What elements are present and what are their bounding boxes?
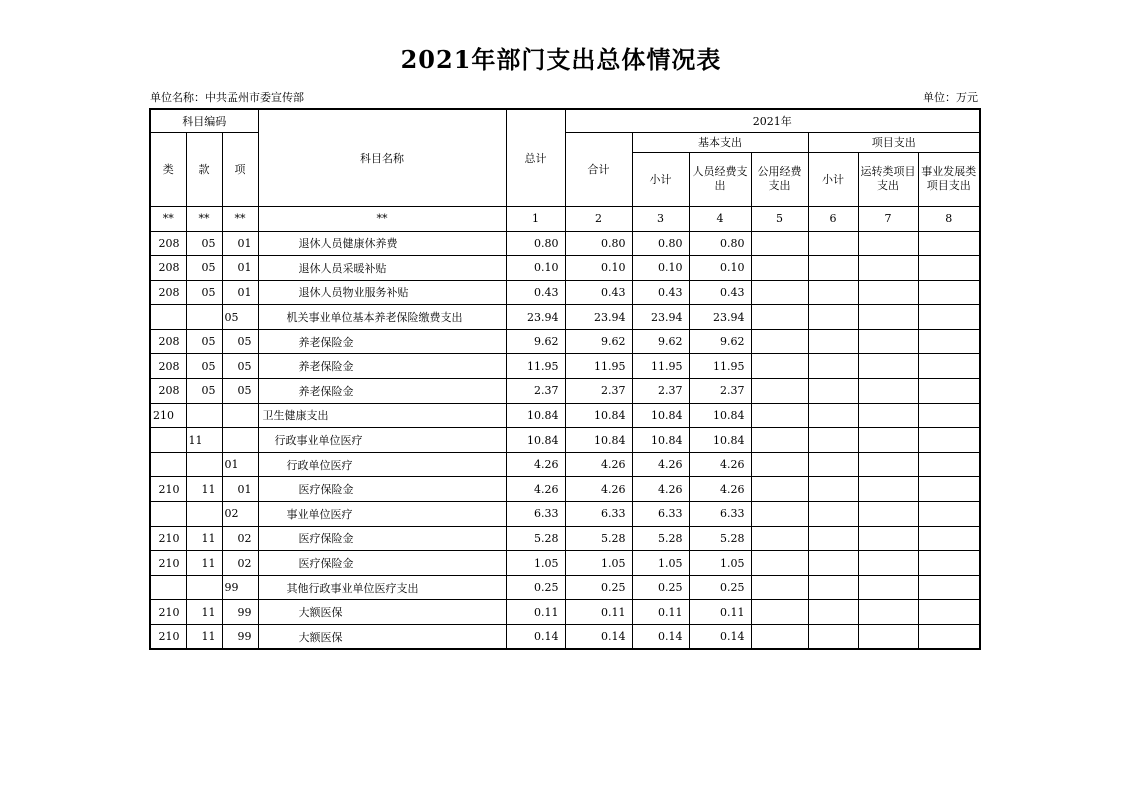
project-subtotal-cell [808, 231, 858, 256]
sum-cell: 6.33 [565, 502, 632, 527]
public-cell [751, 600, 808, 625]
table-row [150, 526, 980, 551]
table-row [150, 600, 980, 625]
kuan-cell: 11 [186, 526, 222, 551]
subject-name-cell: 其他行政事业单位医疗支出 [258, 575, 506, 600]
xiang-cell: 01 [222, 452, 258, 477]
transfer-cell [858, 403, 918, 428]
numbering-cell: ** [258, 206, 506, 231]
numbering-cell: 4 [689, 206, 751, 231]
personnel-cell: 11.95 [689, 354, 751, 379]
basic-subtotal-cell: 0.14 [632, 625, 689, 650]
sum-cell: 9.62 [565, 329, 632, 354]
basic-subtotal-cell: 0.10 [632, 256, 689, 281]
basic-subtotal-cell: 4.26 [632, 477, 689, 502]
total-cell: 10.84 [506, 403, 565, 428]
sum-cell: 5.28 [565, 526, 632, 551]
lei-cell: 208 [150, 231, 186, 256]
kuan-cell [186, 502, 222, 527]
subject-name-cell: 退休人员采暖补贴 [258, 256, 506, 281]
total-cell: 0.80 [506, 231, 565, 256]
public-cell [751, 477, 808, 502]
transfer-cell [858, 305, 918, 330]
transfer-cell [858, 428, 918, 453]
kuan-cell: 11 [186, 625, 222, 650]
kuan-cell [186, 403, 222, 428]
lei-cell: 208 [150, 379, 186, 404]
public-cell [751, 256, 808, 281]
subject-name-cell: 机关事业单位基本养老保险缴费支出 [258, 305, 506, 330]
sum-cell: 4.26 [565, 477, 632, 502]
lei-cell: 210 [150, 403, 186, 428]
project-subtotal-cell [808, 625, 858, 650]
numbering-cell: 8 [918, 206, 980, 231]
total-cell: 0.25 [506, 575, 565, 600]
xiang-cell: 01 [222, 256, 258, 281]
table-row [150, 477, 980, 502]
development-cell [918, 354, 980, 379]
development-cell [918, 575, 980, 600]
sum-cell: 0.80 [565, 231, 632, 256]
total-cell: 1.05 [506, 551, 565, 576]
sum-cell: 0.43 [565, 280, 632, 305]
xiang-cell: 01 [222, 280, 258, 305]
basic-subtotal-cell: 6.33 [632, 502, 689, 527]
kuan-cell: 05 [186, 379, 222, 404]
lei-cell: 208 [150, 329, 186, 354]
numbering-cell: ** [222, 206, 258, 231]
project-subtotal-cell [808, 305, 858, 330]
lei-cell: 210 [150, 526, 186, 551]
sum-cell: 11.95 [565, 354, 632, 379]
transfer-cell [858, 575, 918, 600]
project-subtotal-cell [808, 575, 858, 600]
subject-name-cell: 医疗保险金 [258, 551, 506, 576]
kuan-cell: 11 [186, 428, 222, 453]
personnel-cell: 0.10 [689, 256, 751, 281]
sum-header: 合计 [565, 132, 632, 206]
lei-cell: 210 [150, 551, 186, 576]
transfer-cell [858, 329, 918, 354]
public-cell [751, 329, 808, 354]
basic-subtotal-cell: 5.28 [632, 526, 689, 551]
public-cell [751, 231, 808, 256]
personnel-cell: 0.11 [689, 600, 751, 625]
subject-name-cell: 退休人员健康休养费 [258, 231, 506, 256]
basic-subtotal-cell: 0.80 [632, 231, 689, 256]
transfer-cell [858, 280, 918, 305]
xiang-cell [222, 403, 258, 428]
sum-cell: 2.37 [565, 379, 632, 404]
project-subtotal-cell [808, 526, 858, 551]
lei-cell [150, 452, 186, 477]
numbering-cell: 7 [858, 206, 918, 231]
lei-cell: 210 [150, 625, 186, 650]
kuan-cell: 05 [186, 354, 222, 379]
sum-cell: 0.11 [565, 600, 632, 625]
xiang-cell: 02 [222, 502, 258, 527]
development-cell [918, 477, 980, 502]
project-subtotal-cell [808, 452, 858, 477]
transfer-cell [858, 477, 918, 502]
personnel-cell: 0.14 [689, 625, 751, 650]
subject-name-cell: 养老保险金 [258, 329, 506, 354]
transfer-header: 运转类项目支出 [858, 152, 918, 206]
personnel-cell: 6.33 [689, 502, 751, 527]
table-row [150, 329, 980, 354]
public-cell [751, 280, 808, 305]
subject-name-cell: 大额医保 [258, 625, 506, 650]
lei-cell: 210 [150, 477, 186, 502]
lei-cell [150, 428, 186, 453]
table-row [150, 256, 980, 281]
subject-name-cell: 事业单位医疗 [258, 502, 506, 527]
transfer-cell [858, 502, 918, 527]
kuan-cell: 11 [186, 477, 222, 502]
lei-cell [150, 305, 186, 330]
personnel-cell: 2.37 [689, 379, 751, 404]
table-row [150, 502, 980, 527]
personnel-cell: 0.25 [689, 575, 751, 600]
sum-cell: 23.94 [565, 305, 632, 330]
expenditure-table [149, 108, 981, 650]
xiang-cell: 99 [222, 600, 258, 625]
unit-name: 单位名称：中共孟州市委宣传部 [150, 91, 304, 104]
subject-name-cell: 退休人员物业服务补贴 [258, 280, 506, 305]
xiang-cell: 01 [222, 231, 258, 256]
development-cell [918, 502, 980, 527]
public-cell [751, 575, 808, 600]
personnel-cell: 9.62 [689, 329, 751, 354]
subject-name-cell: 医疗保险金 [258, 477, 506, 502]
table-row [150, 403, 980, 428]
total-cell: 9.62 [506, 329, 565, 354]
public-cell [751, 403, 808, 428]
lei-cell [150, 502, 186, 527]
public-cell [751, 452, 808, 477]
sum-cell: 1.05 [565, 551, 632, 576]
kuan-cell: 05 [186, 280, 222, 305]
basic-subtotal-cell: 1.05 [632, 551, 689, 576]
project-subtotal-cell [808, 379, 858, 404]
kuan-cell: 05 [186, 256, 222, 281]
basic-subtotal-cell: 2.37 [632, 379, 689, 404]
basic-subtotal-cell: 9.62 [632, 329, 689, 354]
table-row [150, 280, 980, 305]
total-cell: 11.95 [506, 354, 565, 379]
numbering-cell: 3 [632, 206, 689, 231]
total-cell: 4.26 [506, 452, 565, 477]
kuan-cell: 05 [186, 231, 222, 256]
lei-cell: 208 [150, 256, 186, 281]
project-subtotal-cell [808, 280, 858, 305]
subject-name-cell: 卫生健康支出 [258, 403, 506, 428]
project-subtotal-cell [808, 329, 858, 354]
lei-cell: 208 [150, 354, 186, 379]
total-cell: 23.94 [506, 305, 565, 330]
basic-subtotal-cell: 0.11 [632, 600, 689, 625]
numbering-cell: 1 [506, 206, 565, 231]
public-cell [751, 526, 808, 551]
kuan-cell [186, 575, 222, 600]
xiang-header: 项 [222, 132, 258, 206]
development-cell [918, 428, 980, 453]
personnel-cell: 10.84 [689, 403, 751, 428]
development-cell [918, 329, 980, 354]
personnel-cell: 5.28 [689, 526, 751, 551]
personnel-cell: 1.05 [689, 551, 751, 576]
development-cell [918, 280, 980, 305]
public-cell [751, 354, 808, 379]
total-cell: 6.33 [506, 502, 565, 527]
public-cell [751, 428, 808, 453]
public-cell [751, 502, 808, 527]
subject-name-cell: 大额医保 [258, 600, 506, 625]
numbering-cell: ** [186, 206, 222, 231]
sum-cell: 0.10 [565, 256, 632, 281]
lei-header: 类 [150, 132, 186, 206]
personnel-cell: 23.94 [689, 305, 751, 330]
sum-cell: 4.26 [565, 452, 632, 477]
sum-cell: 0.25 [565, 575, 632, 600]
personnel-cell: 10.84 [689, 428, 751, 453]
personnel-cell: 0.80 [689, 231, 751, 256]
xiang-cell: 02 [222, 551, 258, 576]
development-cell [918, 231, 980, 256]
development-cell [918, 625, 980, 650]
basic-subtotal-cell: 10.84 [632, 403, 689, 428]
basic-subtotal-cell: 23.94 [632, 305, 689, 330]
development-cell [918, 452, 980, 477]
page-title: 2021年部门支出总体情况表 [400, 45, 722, 74]
table-row [150, 354, 980, 379]
xiang-cell: 99 [222, 625, 258, 650]
subject-name-cell: 行政事业单位医疗 [258, 428, 506, 453]
public-header: 公用经费支出 [751, 152, 808, 206]
development-cell [918, 526, 980, 551]
table-row [150, 625, 980, 650]
development-cell [918, 600, 980, 625]
table-row [150, 452, 980, 477]
kuan-cell [186, 305, 222, 330]
kuan-cell: 11 [186, 551, 222, 576]
project-subtotal-cell [808, 403, 858, 428]
sum-cell: 10.84 [565, 403, 632, 428]
project-subtotal-cell [808, 477, 858, 502]
basic-subtotal-cell: 0.43 [632, 280, 689, 305]
kuan-cell [186, 452, 222, 477]
numbering-cell: ** [150, 206, 186, 231]
project-subtotal-cell [808, 502, 858, 527]
project-subtotal-cell [808, 256, 858, 281]
total-cell: 4.26 [506, 477, 565, 502]
table-row [150, 231, 980, 256]
development-cell [918, 403, 980, 428]
project-subtotal-cell [808, 600, 858, 625]
total-cell: 0.43 [506, 280, 565, 305]
kuan-cell: 05 [186, 329, 222, 354]
kuan-header: 款 [186, 132, 222, 206]
transfer-cell [858, 379, 918, 404]
transfer-cell [858, 551, 918, 576]
personnel-cell: 0.43 [689, 280, 751, 305]
transfer-cell [858, 256, 918, 281]
lei-cell: 210 [150, 600, 186, 625]
numbering-cell: 6 [808, 206, 858, 231]
basic-subtotal-cell: 4.26 [632, 452, 689, 477]
transfer-cell [858, 452, 918, 477]
total-cell: 2.37 [506, 379, 565, 404]
table-row [150, 379, 980, 404]
table-row [150, 428, 980, 453]
total-cell: 0.14 [506, 625, 565, 650]
project-expenditure-header: 项目支出 [808, 132, 980, 152]
development-header: 事业发展类项目支出 [918, 152, 980, 206]
development-cell [918, 256, 980, 281]
personnel-header: 人员经费支出 [689, 152, 751, 206]
transfer-cell [858, 625, 918, 650]
total-cell: 10.84 [506, 428, 565, 453]
basic-subtotal-cell: 0.25 [632, 575, 689, 600]
numbering-row [150, 206, 980, 231]
year-header: 2021年 [565, 109, 980, 132]
xiang-cell: 05 [222, 379, 258, 404]
subject-code-header: 科目编码 [150, 109, 258, 132]
transfer-cell [858, 600, 918, 625]
project-subtotal-cell [808, 354, 858, 379]
public-cell [751, 305, 808, 330]
xiang-cell: 05 [222, 354, 258, 379]
subject-name-header: 科目名称 [258, 109, 506, 206]
basic-subtotal-header: 小计 [632, 152, 689, 206]
project-subtotal-cell [808, 551, 858, 576]
development-cell [918, 551, 980, 576]
xiang-cell [222, 428, 258, 453]
basic-expenditure-header: 基本支出 [632, 132, 808, 152]
public-cell [751, 551, 808, 576]
basic-subtotal-cell: 11.95 [632, 354, 689, 379]
xiang-cell: 99 [222, 575, 258, 600]
project-subtotal-cell [808, 428, 858, 453]
subject-name-cell: 养老保险金 [258, 379, 506, 404]
lei-cell: 208 [150, 280, 186, 305]
numbering-cell: 5 [751, 206, 808, 231]
lei-cell [150, 575, 186, 600]
table-row [150, 575, 980, 600]
numbering-cell: 2 [565, 206, 632, 231]
kuan-cell: 11 [186, 600, 222, 625]
total-cell: 0.10 [506, 256, 565, 281]
total-header: 总计 [506, 109, 565, 206]
subject-name-cell: 行政单位医疗 [258, 452, 506, 477]
sum-cell: 0.14 [565, 625, 632, 650]
xiang-cell: 02 [222, 526, 258, 551]
xiang-cell: 05 [222, 329, 258, 354]
xiang-cell: 01 [222, 477, 258, 502]
public-cell [751, 625, 808, 650]
subject-name-cell: 养老保险金 [258, 354, 506, 379]
total-cell: 5.28 [506, 526, 565, 551]
transfer-cell [858, 354, 918, 379]
basic-subtotal-cell: 10.84 [632, 428, 689, 453]
project-subtotal-header: 小计 [808, 152, 858, 206]
unit-label: 单位：万元 [923, 91, 978, 104]
total-cell: 0.11 [506, 600, 565, 625]
table-row [150, 551, 980, 576]
personnel-cell: 4.26 [689, 452, 751, 477]
sum-cell: 10.84 [565, 428, 632, 453]
development-cell [918, 305, 980, 330]
subject-name-cell: 医疗保险金 [258, 526, 506, 551]
table-row [150, 305, 980, 330]
xiang-cell: 05 [222, 305, 258, 330]
transfer-cell [858, 526, 918, 551]
personnel-cell: 4.26 [689, 477, 751, 502]
development-cell [918, 379, 980, 404]
public-cell [751, 379, 808, 404]
transfer-cell [858, 231, 918, 256]
